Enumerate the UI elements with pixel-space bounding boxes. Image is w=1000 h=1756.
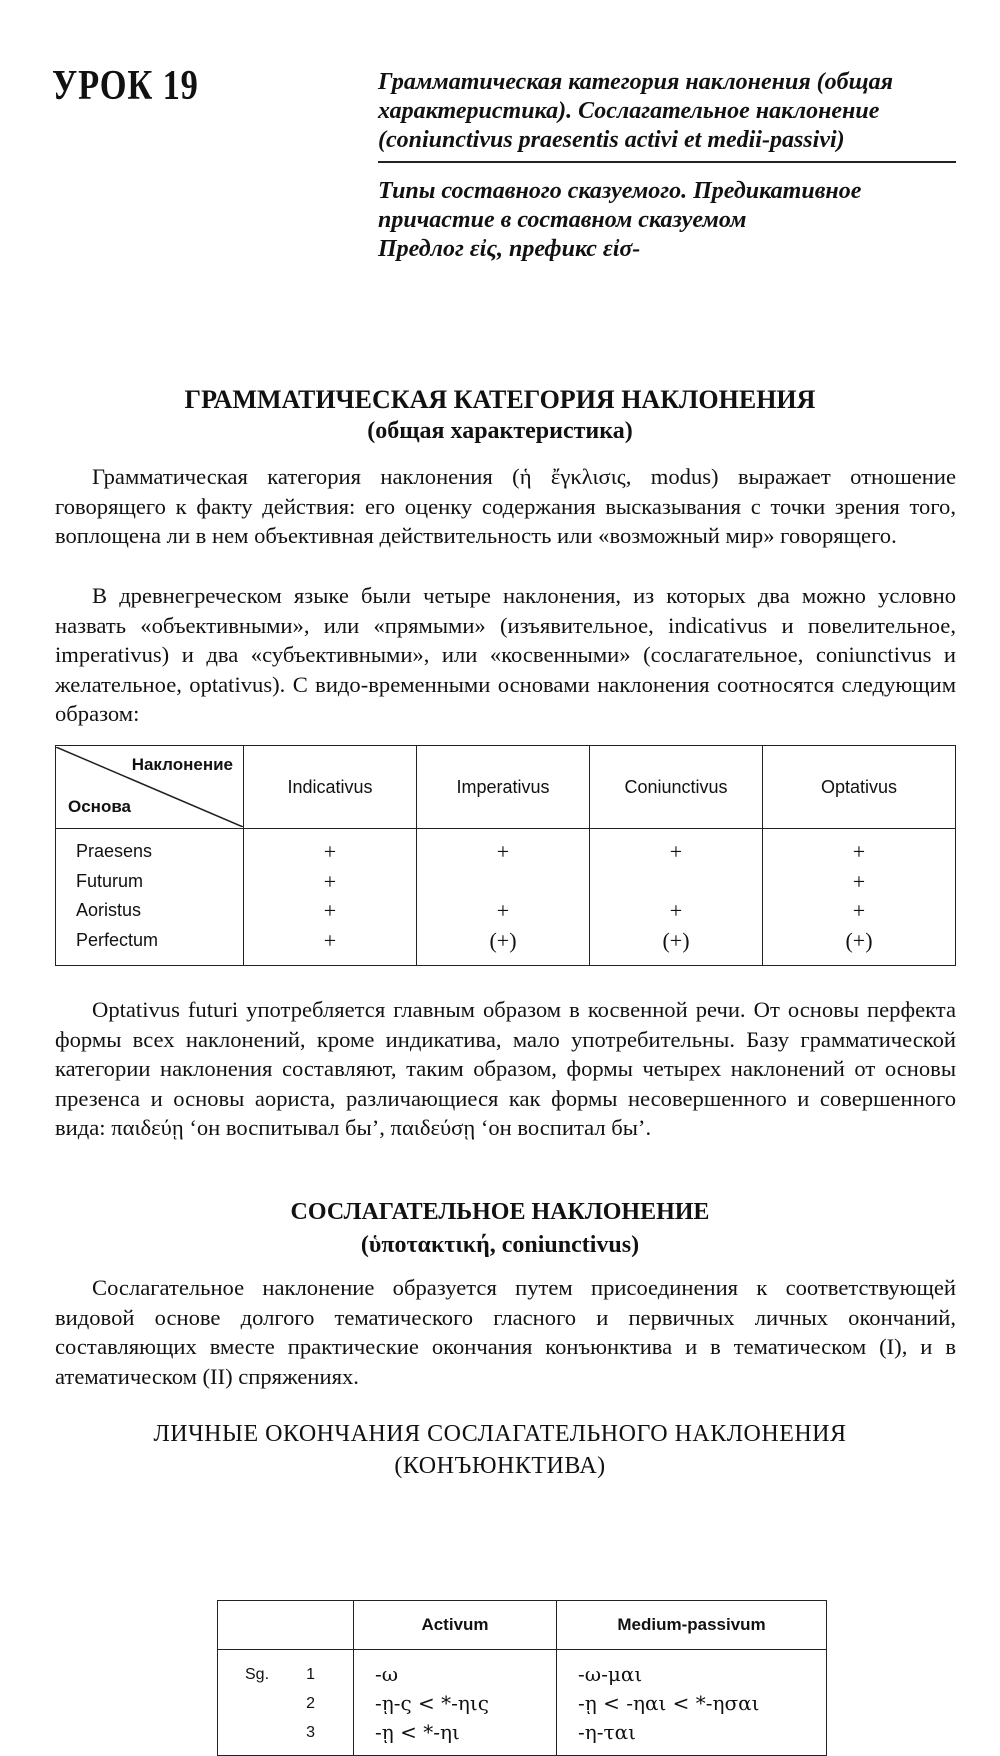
column-header: Indicativus <box>244 746 417 829</box>
mark: + <box>669 839 683 864</box>
mood-table <box>55 745 956 966</box>
mark: (+) <box>489 927 517 953</box>
number-label: Sg. <box>245 1666 270 1683</box>
ending-active: -ῃ < *-ηι <box>375 1720 460 1744</box>
section-subheading-coniunctivus: (ὑποτακτική, coniunctivus) <box>360 1232 640 1258</box>
imperativus-column <box>417 829 590 966</box>
column-header: Optativus <box>763 746 956 829</box>
paragraph-mood-definition: Грамматическая категория наклонения (ἡ ἔγκλισις, modus) выражает отношение говорящего к факту действия: его оценку содержания высказывания с точки зрения того, воплощена ли в нем объективная действительность или «возможный мир» говорящего. <box>55 464 956 548</box>
paragraph-mood-list: В древнегреческом языке были четыре наклонения, из которых два можно условно назвать «объективными», или «прямыми» (изъявительное, indicativus и повелительное, imperativus) и два «субъективными», или «косвенными» (сослагательное, coniunctivus и желательное, optativus). С видо-временными основами наклонения соотносятся следующим образом: <box>55 583 956 726</box>
topic-line: Грамматическая категория наклонения (общая <box>378 69 894 95</box>
column-header-medium: Medium-passivum <box>557 1601 827 1650</box>
mark: + <box>323 927 337 953</box>
paragraph-coniunctivus-formation: Сослагательное наклонение образуется путем присоединения к соответствующей видовой основе долгого тематического гласного и первичных личных окончаний, составляющих вместе практические окончания конъюнктива и в тематическом (I), и в атематическом (II) спряжениях. <box>55 1275 956 1389</box>
mark: (+) <box>662 927 690 953</box>
coniunctivus-column <box>590 829 763 966</box>
person-number: 3 <box>306 1724 315 1741</box>
medium-column <box>557 1650 827 1756</box>
ending-active: -ῃ-ς < *-ηις <box>375 1691 489 1715</box>
topic-line: Предлог εἰς, префикс εἰσ- <box>378 236 641 262</box>
corner-label-mood: Наклонение <box>131 755 233 774</box>
lesson-topics <box>378 68 956 264</box>
ending-medium: -ῃ < -ηαι < *-ησαι <box>578 1691 760 1715</box>
basis-label: Praesens <box>76 841 153 861</box>
lesson-topics-secondary <box>378 163 956 264</box>
activum-column <box>354 1650 557 1756</box>
ending-medium: -η-ται <box>578 1720 636 1744</box>
basis-label: Perfectum <box>76 929 159 950</box>
endings-corner <box>218 1601 354 1650</box>
endings-table <box>217 1600 827 1756</box>
mark: + <box>323 868 337 894</box>
mark: + <box>496 839 510 864</box>
lesson-topics-main <box>378 68 956 163</box>
basis-column <box>56 829 244 966</box>
person-number: 2 <box>306 1695 315 1712</box>
mark <box>417 867 589 897</box>
mark: + <box>496 898 510 923</box>
mark: + <box>852 839 866 864</box>
corner-label-basis: Основа <box>68 797 132 816</box>
optativus-column <box>763 829 956 966</box>
topic-line: Типы составного сказуемого. Предикативное <box>378 178 862 204</box>
section-subheading-mood: (общая характеристика) <box>367 418 633 444</box>
column-header-activum: Activum <box>354 1601 557 1650</box>
section-heading-mood: ГРАММАТИЧЕСКАЯ КАТЕГОРИЯ НАКЛОНЕНИЯ <box>184 385 816 414</box>
basis-label: Futurum <box>76 870 144 891</box>
lesson-title: УРОК 19 <box>52 63 199 109</box>
endings-title: ЛИЧНЫЕ ОКОНЧАНИЯ СОСЛАГАТЕЛЬНОГО НАКЛОНЕНИЯ <box>153 1421 847 1447</box>
mark: (+) <box>845 927 873 953</box>
topic-line: (coniunctivus praesentis activi et medii-passivi) <box>378 127 845 153</box>
section-heading-coniunctivus: СОСЛАГАТЕЛЬНОЕ НАКЛОНЕНИЕ <box>290 1199 710 1225</box>
ending-medium: -ω-μαι <box>578 1662 643 1686</box>
mark: + <box>323 898 337 923</box>
mark: + <box>323 839 337 864</box>
mark: + <box>852 868 866 894</box>
endings-subtitle: (КОНЪЮНКТИВА) <box>394 1453 606 1479</box>
mark: + <box>852 898 866 923</box>
paragraph-optativus-note: Optativus futuri употребляется главным образом в косвенной речи. От основы перфекта формы всех наклонений, кроме индикатива, мало употребительны. Базу грамматической категории наклонения составляют, таким образом, формы четырех наклонений от основы презенса и основы аориста, различающиеся как формы несовершенного и совершенного вида: παιδεύῃ ‘он воспитывал бы’, παιδεύσῃ ‘он воспитал бы’. <box>55 997 956 1140</box>
indicativus-column <box>244 829 417 966</box>
topic-line: причастие в составном сказуемом <box>378 207 747 233</box>
topic-line: характеристика). Сослагательное наклонение <box>378 98 880 124</box>
column-header: Coniunctivus <box>590 746 763 829</box>
ending-active: -ω <box>375 1662 399 1686</box>
person-column <box>218 1650 354 1756</box>
mark <box>590 867 762 897</box>
mood-table-corner <box>56 746 244 829</box>
basis-label: Aoristus <box>76 900 142 920</box>
column-header: Imperativus <box>417 746 590 829</box>
mark: + <box>669 898 683 923</box>
person-number: 1 <box>306 1666 315 1683</box>
